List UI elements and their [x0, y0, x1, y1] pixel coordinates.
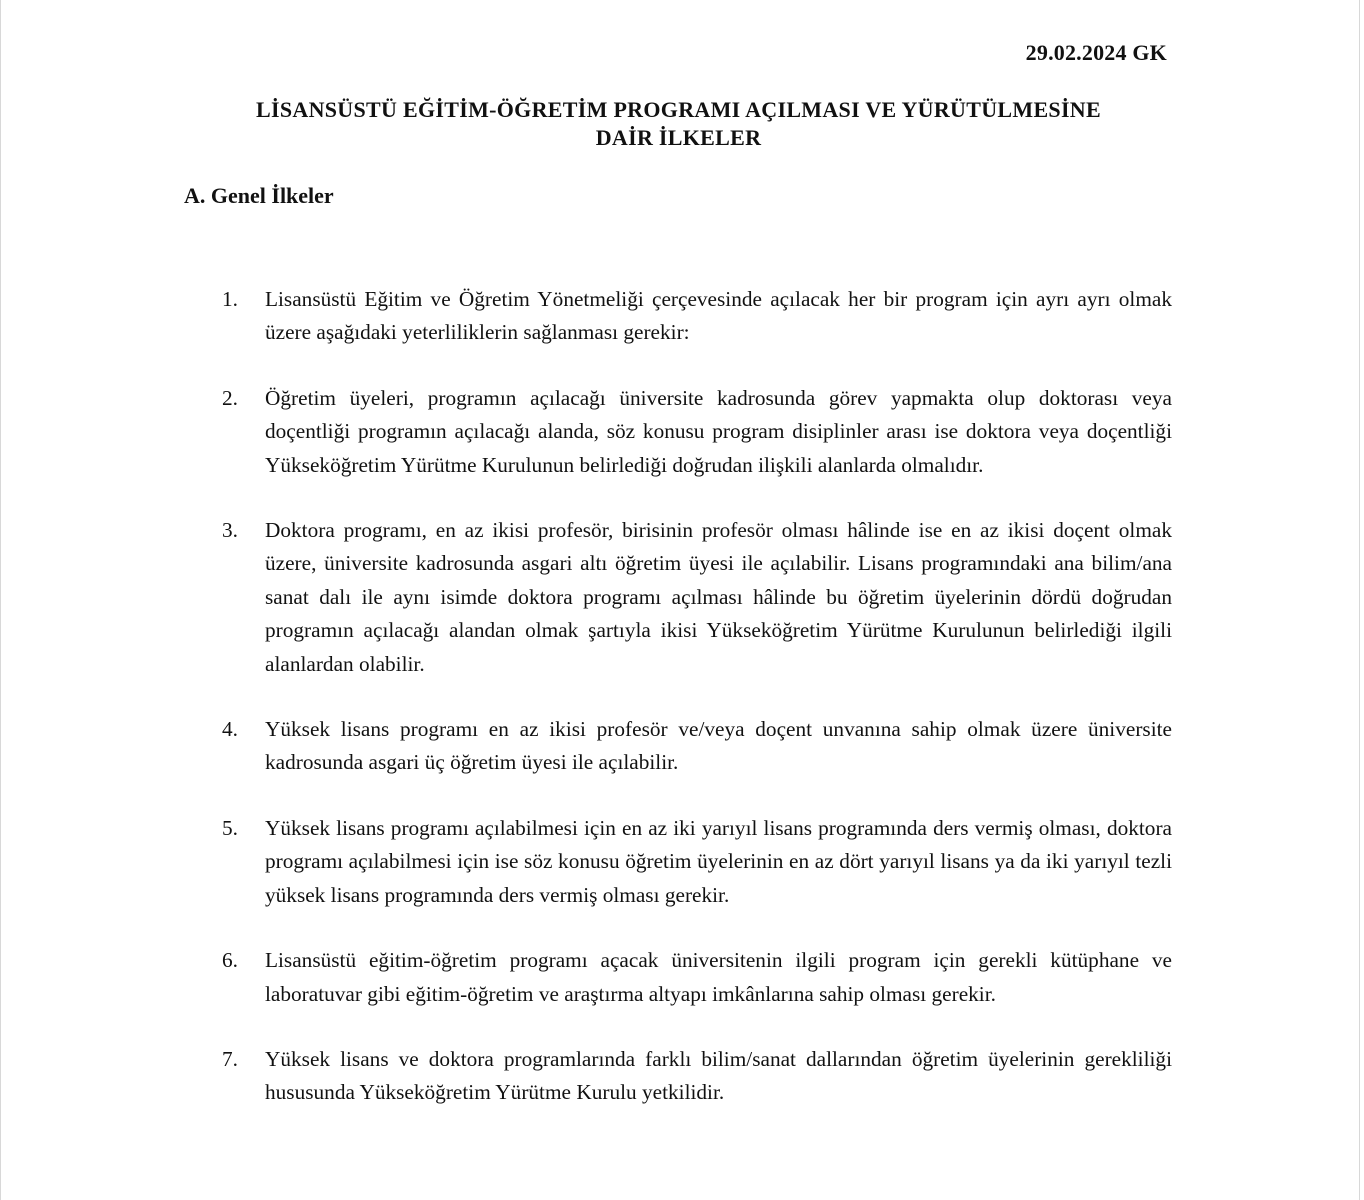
section-heading: A. Genel İlkeler	[184, 183, 334, 208]
list-item-number: 3.	[222, 518, 238, 543]
list-item-number: 6.	[222, 948, 238, 973]
document-title-line-1: LİSANSÜSTÜ EĞİTİM-ÖĞRETİM PROGRAMI AÇILMASI VE YÜRÜTÜLMESİNE	[256, 97, 1101, 122]
list-item-text: Öğretim üyeleri, programın açılacağı üniversite kadrosunda görev yapmakta olup doktorası veya doçentliği programın açılacağı alanda, söz konusu program disiplinler arası ise doktora veya doçentliği Yükseköğretim Yürütme Kurulunun belirlediği doğrudan ilişkili alanlarda olmalıdır.	[265, 385, 1172, 477]
list-item	[222, 713, 1172, 780]
list-item-number: 1.	[222, 287, 238, 311]
list-item-number: 7.	[222, 1046, 238, 1071]
document-title-line-2: DAİR İLKELER	[595, 125, 762, 150]
list-item-text: Yüksek lisans programı açılabilmesi için en az iki yarıyıl lisans programında ders vermiş olması, doktora programı açılabilmesi için ise söz konusu öğretim üyelerinin en az dört yarıyıl lisans ya da iki yarıyıl tezli yüksek lisans programında ders vermiş olması gerekir.	[265, 815, 1172, 907]
list-item	[222, 283, 1172, 350]
list-item-number: 5.	[222, 815, 238, 840]
list-item	[222, 944, 1172, 1011]
list-item-text: Lisansüstü eğitim-öğretim programı açacak üniversitenin ilgili program için gerekli kütüphane ve laboratuvar gibi eğitim-öğretim ve araştırma altyapı imkânlarına sahip olması gerekir.	[265, 948, 1172, 1006]
list-item-number: 4.	[222, 717, 238, 742]
list-item	[222, 382, 1172, 482]
list-item	[222, 1043, 1172, 1110]
list-item-text: Yüksek lisans ve doktora programlarında farklı bilim/sanat dallarından öğretim üyelerinin gerekliliği hususunda Yükseköğretim Yürütme Kurulu yetkilidir.	[265, 1046, 1172, 1105]
list-item	[222, 812, 1172, 912]
list-item	[222, 514, 1172, 681]
principles-list	[222, 283, 1172, 1142]
document-title	[191, 96, 1166, 152]
list-item-text: Doktora programı, en az ikisi profesör, birisinin profesör olması hâlinde ise en az ikisi doçent olmak üzere, üniversite kadrosunda asgari altı öğretim üyesi ile açılabilir. Lisans programındaki ana bilim/ana sanat dalı ile aynı isimde doktora programı açılması hâlinde bu öğretim üyelerinin dördü doğrudan programın açılacağı alandan olmak şartıyla ikisi Yükseköğretim Yürütme Kurulunun belirlediği ilgili alanlardan olabilir.	[265, 518, 1172, 676]
list-item-text: Yüksek lisans programı en az ikisi profesör ve/veya doçent unvanına sahip olmak üzere üniversite kadrosunda asgari üç öğretim üyesi ile açılabilir.	[265, 717, 1172, 775]
list-item-text: Lisansüstü Eğitim ve Öğretim Yönetmeliği çerçevesinde açılacak her bir program için ayrı ayrı olmak üzere aşağıdaki yeterliliklerin sağlanması gerekir:	[265, 287, 1172, 345]
date-header: 29.02.2024 GK	[1025, 40, 1167, 65]
list-item-number: 2.	[222, 385, 238, 410]
